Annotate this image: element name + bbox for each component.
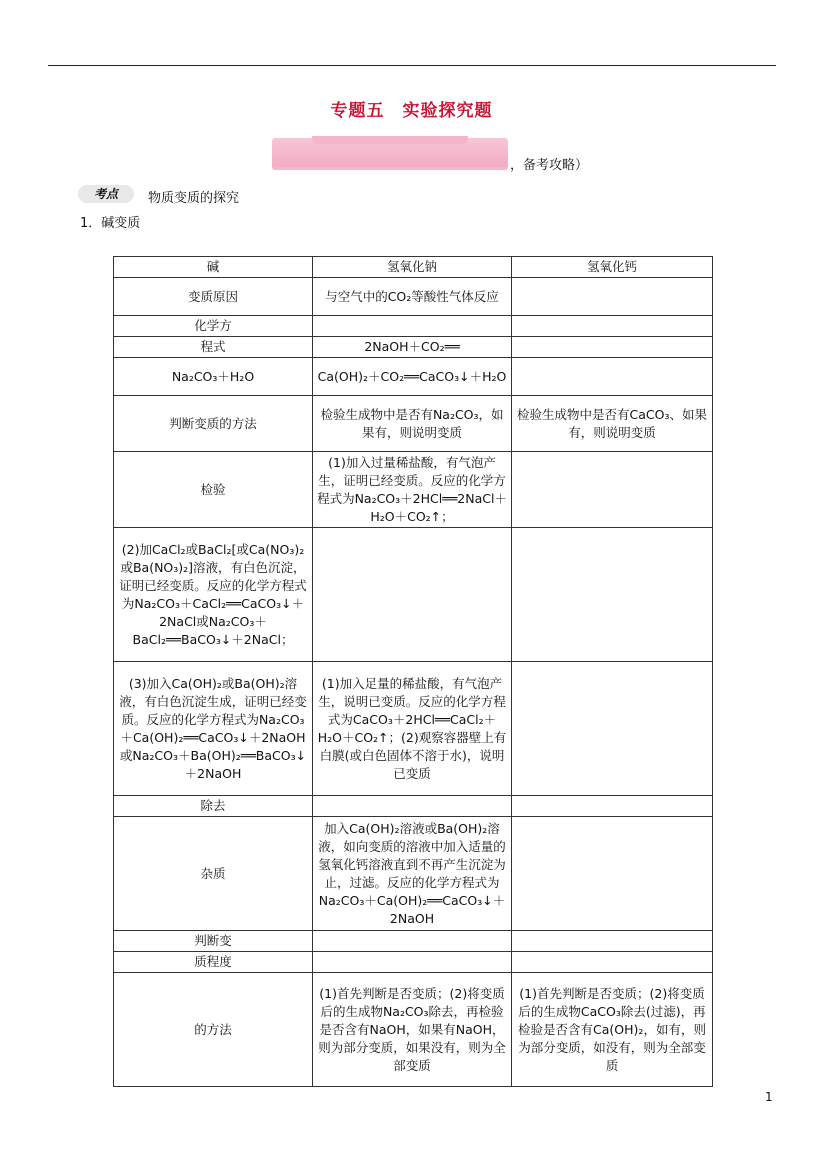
table-row <box>114 973 713 1087</box>
table-row <box>114 528 713 662</box>
table-row <box>114 337 713 358</box>
table-row <box>114 257 713 278</box>
table-cell <box>313 528 512 662</box>
banner-graphic <box>272 138 508 170</box>
table-cell <box>512 662 713 796</box>
table-cell <box>512 796 713 817</box>
header-rule <box>48 65 776 66</box>
table-cell: (3)加入Ca(OH)₂或Ba(OH)₂溶液，有白色沉淀生成，证明已经变质。反应的化学方程式为Na₂CO₃＋Ca(OH)₂══CaCO₃↓＋2NaOH或Na₂CO₃＋Ba(OH)₂══BaCO₃↓＋2NaOH <box>114 662 313 796</box>
table-cell: 检验生成物中是否有Na₂CO₃，如果有，则说明变质 <box>313 396 512 452</box>
table-cell: 检验生成物中是否有CaCO₃、如果有，则说明变质 <box>512 396 713 452</box>
table-cell <box>512 528 713 662</box>
table-row <box>114 452 713 528</box>
table-row <box>114 931 713 952</box>
table-cell <box>313 952 512 973</box>
table-cell: (1)加入足量的稀盐酸，有气泡产生，说明已变质。反应的化学方程式为CaCO₃＋2HCl══CaCl₂＋H₂O＋CO₂↑；(2)观察容器壁上有白膜(或白色固体不溶于水)，说明已变质 <box>313 662 512 796</box>
table-cell <box>512 358 713 396</box>
table-row <box>114 662 713 796</box>
table-cell: Ca(OH)₂＋CO₂══CaCO₃↓＋H₂O <box>313 358 512 396</box>
table-cell: 碱 <box>114 257 313 278</box>
table-cell <box>313 316 512 337</box>
table-cell: 除去 <box>114 796 313 817</box>
table-cell: 质程度 <box>114 952 313 973</box>
section-banner <box>272 138 592 173</box>
table-cell: 氢氧化钙 <box>512 257 713 278</box>
table-cell <box>512 316 713 337</box>
page-title: 专题五 实验探究题 <box>330 101 493 121</box>
table-cell <box>512 278 713 316</box>
banner-text: ，备考攻略） <box>510 158 589 173</box>
kaodian-badge: 考点 <box>78 185 134 203</box>
subheading: 1．碱变质 <box>80 216 141 231</box>
table-cell <box>512 337 713 358</box>
table-cell: (1)首先判断是否变质；(2)将变质后的生成物CaCO₃除去(过滤)，再检验是否含有Ca(OH)₂，如有，则为部分变质，如没有，则为全部变质 <box>512 973 713 1087</box>
table-cell: 2NaOH＋CO₂══ <box>313 337 512 358</box>
table-cell: (1)加入过量稀盐酸，有气泡产生，证明已经变质。反应的化学方程式为Na₂CO₃＋2HCl══2NaCl＋H₂O＋CO₂↑； <box>313 452 512 528</box>
table-row <box>114 396 713 452</box>
table-row <box>114 316 713 337</box>
table-cell: 变质原因 <box>114 278 313 316</box>
table-cell <box>512 931 713 952</box>
table-cell: Na₂CO₃＋H₂O <box>114 358 313 396</box>
table-cell <box>512 952 713 973</box>
table-cell <box>512 817 713 931</box>
deterioration-table <box>113 256 713 1087</box>
table-row <box>114 278 713 316</box>
table-row <box>114 796 713 817</box>
table-cell: (1)首先判断是否变质；(2)将变质后的生成物Na₂CO₃除去，再检验是否含有NaOH，如果有NaOH，则为部分变质，如果没有，则为全部变质 <box>313 973 512 1087</box>
table-row <box>114 952 713 973</box>
table-cell: 加入Ca(OH)₂溶液或Ba(OH)₂溶液，如向变质的溶液中加入适量的氢氧化钙溶液直到不再产生沉淀为止，过滤。反应的化学方程式为Na₂CO₃＋Ca(OH)₂══CaCO₃↓＋2NaOH <box>313 817 512 931</box>
table-cell: (2)加CaCl₂或BaCl₂[或Ca(NO₃)₂或Ba(NO₃)₂]溶液，有白色沉淀，证明已经变质。反应的化学方程式为Na₂CO₃＋CaCl₂══CaCO₃↓＋2NaCl或Na₂CO₃＋BaCl₂══BaCO₃↓＋2NaCl； <box>114 528 313 662</box>
table-cell: 程式 <box>114 337 313 358</box>
table-cell: 判断变 <box>114 931 313 952</box>
table-cell: 氢氧化钠 <box>313 257 512 278</box>
table-cell: 化学方 <box>114 316 313 337</box>
topic-title: 物质变质的探究 <box>148 191 240 206</box>
page-number: 1 <box>765 1090 773 1104</box>
table-cell <box>313 796 512 817</box>
table-cell: 与空气中的CO₂等酸性气体反应 <box>313 278 512 316</box>
table-cell: 杂质 <box>114 817 313 931</box>
table-cell: 检验 <box>114 452 313 528</box>
table-cell: 的方法 <box>114 973 313 1087</box>
table-cell <box>512 452 713 528</box>
table-row <box>114 358 713 396</box>
table-cell: 判断变质的方法 <box>114 396 313 452</box>
table-cell <box>313 931 512 952</box>
table-row <box>114 817 713 931</box>
